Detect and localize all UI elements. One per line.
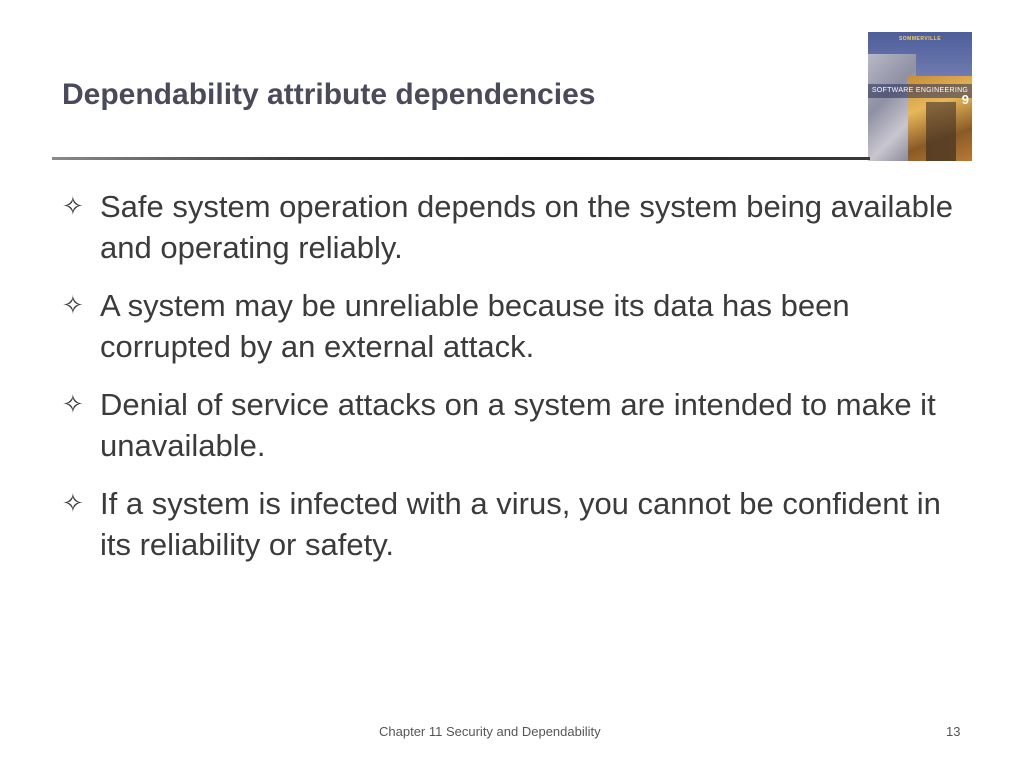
- star-bullet-icon: ✧: [62, 191, 84, 221]
- book-cover-image: [868, 32, 972, 161]
- star-bullet-icon: ✧: [62, 488, 84, 518]
- slide-footer: [0, 724, 1024, 744]
- bullet-text: If a system is infected with a virus, you cannot be confident in its reliability or safety.: [100, 486, 941, 562]
- cover-title: SOFTWARE ENGINEERING: [871, 87, 969, 94]
- footer-chapter-title: Chapter 11 Security and Dependability: [379, 724, 601, 739]
- title-underline: [52, 157, 870, 160]
- page-number: 13: [946, 724, 961, 739]
- star-bullet-icon: ✧: [62, 389, 84, 419]
- bullet-item: [62, 384, 962, 466]
- slide-title: Dependability attribute dependencies: [62, 78, 596, 111]
- bullet-item: [62, 186, 962, 268]
- cover-author: SOMMERVILLE: [898, 36, 942, 42]
- bullet-text: Safe system operation depends on the system being available and operating reliably.: [100, 189, 954, 265]
- bullet-item: [62, 483, 962, 565]
- bullet-item: [62, 285, 962, 367]
- bullet-list: [62, 186, 962, 582]
- bullet-text: Denial of service attacks on a system are intended to make it unavailable.: [100, 387, 936, 463]
- star-bullet-icon: ✧: [62, 290, 84, 320]
- bullet-text: A system may be unreliable because its data has been corrupted by an external attack.: [100, 288, 850, 364]
- cover-edition: 9: [961, 92, 969, 107]
- cover-building-shadow: [926, 102, 956, 161]
